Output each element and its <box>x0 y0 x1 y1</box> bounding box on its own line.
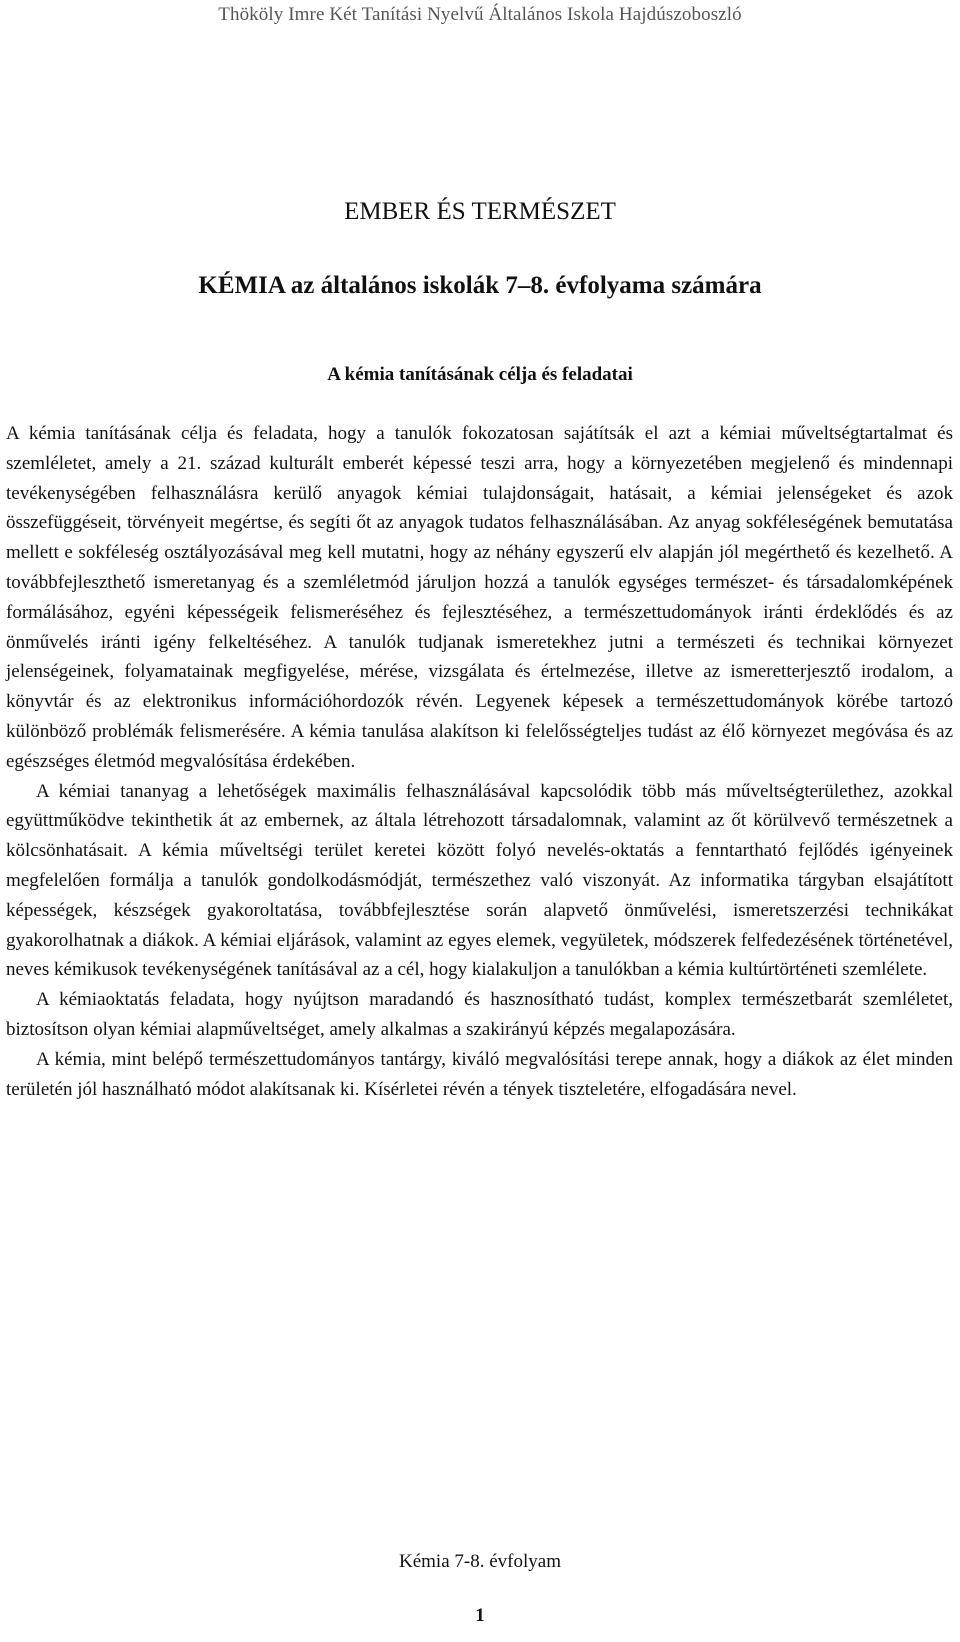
body-text <box>6 419 953 1104</box>
paragraph-2: A kémiai tananyag a lehetőségek maximális felhasználásával kapcsolódik több más műveltségterülethez, azokkal együttműködve tekinthetik át az embernek, az általa létrehozott társadalomnak, valamint az őt körülvevő természetnek a kölcsönhatásait. A kémia műveltségi terület keretei között folyó nevelés-oktatás a fenntartható fejlődés igényeinek megfelelően formálja a tanulók gondolkodásmódját, természethez való viszonyát. Az informatika tárgyban elsajátított képességek, készségek gyakoroltatása, továbbfejlesztése során alapvető önművelési, ismeretszerzési technikákat gyakorolhatnak a diákok. A kémiai eljárások, valamint az egyes elemek, vegyületek, módszerek felfedezésének történetével, neves kémikusok tevékenységének tanításával az a cél, hogy kialakuljon a tanulókban a kémia kultúrtörténeti szemlélete. <box>6 780 953 981</box>
footer-label: Kémia 7-8. évfolyam <box>399 1551 561 1572</box>
paragraph-3: A kémiaoktatás feladata, hogy nyújtson maradandó és hasznosítható tudást, komplex természetbarát szemléletet, biztosítson olyan kémiai alapműveltséget, amely alkalmas a szakirányú képzés megalapozására. <box>6 989 953 1040</box>
sub-title: A kémia tanításának célja és feladatai <box>327 364 633 385</box>
page-number: 1 <box>475 1605 485 1626</box>
section-title: EMBER ÉS TERMÉSZET <box>344 198 616 225</box>
paragraph-1: A kémia tanításának célja és feladata, hogy a tanulók fokozatosan sajátítsák el azt a kémiai műveltségtartalmat és szemléletet, amely a 21. század kulturált emberét képessé teszi arra, hogy a környezetében megjelenő és mindennapi tevékenységében felhasználásra kerülő anyagok kémiai tulajdonságait, hatásait, a kémiai jelenségeket és azok összefüggéseit, törvényeit megértse, és segíti őt az anyagok tudatos felhasználásában. Az anyag sokféleségének bemutatása mellett e sokféleség osztályozásával meg kell mutatni, hogy az néhány egyszerű elv alapján jól megérthető és kezelhető. A továbbfejleszthető ismeretanyag és a szemléletmód járuljon hozzá a tanulók egységes természet- és társadalomképének formálásához, egyéni képességeik felismeréséhez és fejlesztéséhez, a természettudományok iránti érdeklődés és az önművelés iránti igény felkeltéséhez. A tanulók tudjanak ismeretekhez jutni a természeti és technikai környezet jelenségeinek, folyamatainak megfigyelése, mérése, vizsgálata és értelmezése, illetve az ismeretterjesztő irodalom, a könyvtár és az elektronikus információhordozók révén. Legyenek képesek a természettudományok körébe tartozó különböző problémák felismerésére. A kémia tanulása alakítson ki felelősségteljes tudást az élő környezet megóvása és az egészséges életmód megvalósítása érdekében. <box>6 423 953 772</box>
page-header: Thököly Imre Két Tanítási Nyelvű Általános Iskola Hajdúszoboszló <box>218 4 742 25</box>
paragraph-4: A kémia, mint belépő természettudományos tantárgy, kiváló megvalósítási terepe annak, hogy a diákok az élet minden területén jól használható módot alakítsanak ki. Kísérletei révén a tények tiszteletére, elfogadására nevel. <box>6 1048 953 1100</box>
main-title: KÉMIA az általános iskolák 7–8. évfolyama számára <box>198 272 762 299</box>
